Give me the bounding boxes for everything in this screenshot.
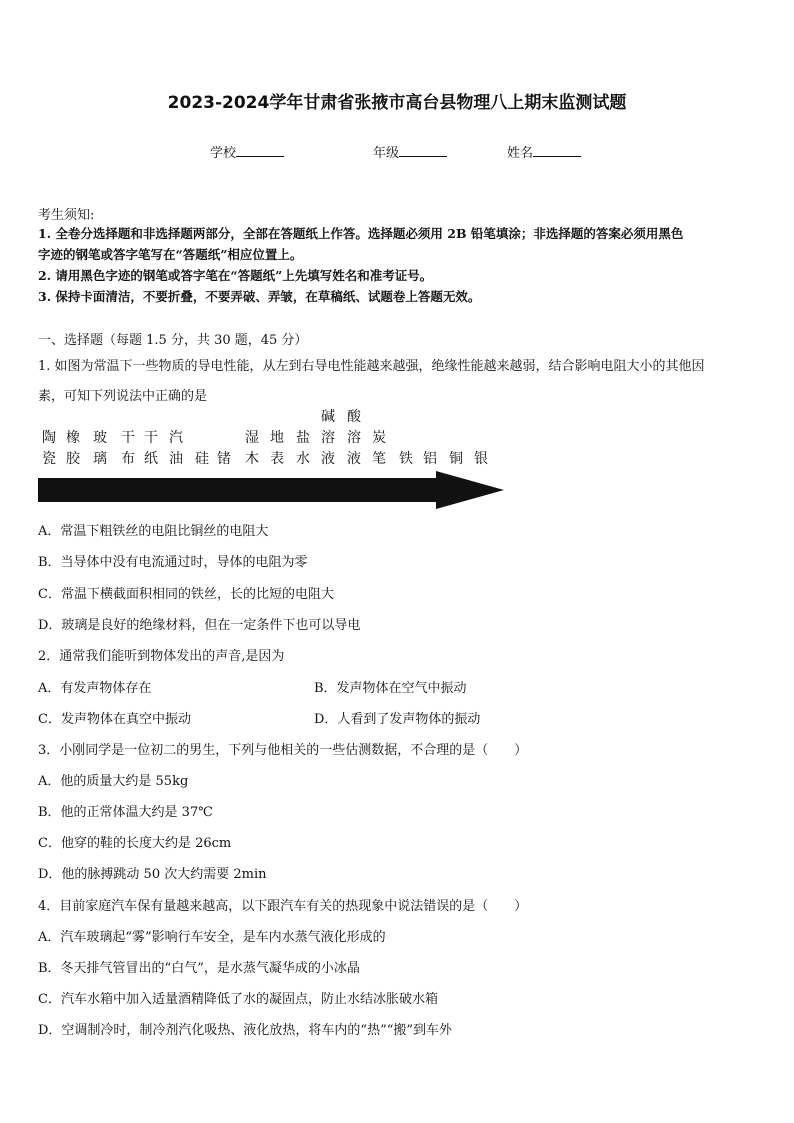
material-label: 酸溶液	[347, 409, 361, 467]
q4-stem: 4．目前家庭汽车保有量越来越高，以下跟汽车有关的热现象中说法错误的是（ ）	[38, 899, 528, 914]
school-blank[interactable]	[236, 144, 284, 157]
material-label: 银	[474, 451, 488, 467]
q1-stem-cont: 素，可知下列说法中正确的是	[38, 389, 208, 404]
q1-option-c[interactable]: C．常温下横截面积相同的铁丝，长的比短的电阻大	[38, 587, 334, 602]
school-field	[210, 142, 284, 161]
material-label: 干布	[121, 430, 135, 467]
notice-rule: 字迹的钢笔或答字笔写在“答题纸”相应位置上。	[38, 247, 303, 262]
material-label: 碱溶液	[321, 409, 335, 467]
notice-rule: 1. 全卷分选择题和非选择题两部分，全部在答题纸上作答。选择题必须用 2B 铅笔填涂；非选择题的答案必须用黑色	[38, 226, 684, 241]
school-label: 学校	[210, 146, 237, 161]
q1-option-d[interactable]: D．玻璃是良好的绝缘材料，但在一定条件下也可以导电	[38, 618, 361, 633]
q4-option-d[interactable]: D．空调制冷时，制冷剂汽化吸热、液化放热，将车内的“热”“搬”到车外	[38, 1023, 453, 1038]
q3-option-a[interactable]: A．他的质量大约是 55kg	[38, 774, 189, 789]
material-label: 橡胶	[66, 430, 80, 467]
q2-option-d[interactable]: D．人看到了发声物体的振动	[314, 712, 481, 727]
material-label: 干纸	[144, 430, 158, 467]
grade-label: 年级	[373, 146, 400, 161]
q3-option-d[interactable]: D．他的脉搏跳动 50 次大约需要 2min	[38, 867, 267, 882]
material-label: 锗	[217, 451, 231, 467]
material-label: 陶瓷	[42, 430, 56, 467]
exam-title: 2023-2024学年甘肃省张掖市高台县物理八上期末监测试题	[167, 93, 627, 113]
q3-option-b[interactable]: B．他的正常体温大约是 37℃	[38, 805, 213, 820]
material-label: 盐水	[296, 430, 310, 467]
q2-option-b[interactable]: B．发声物体在空气中振动	[314, 681, 467, 696]
material-label: 汽油	[169, 430, 183, 467]
q3-option-c[interactable]: C．他穿的鞋的长度大约是 26cm	[38, 836, 232, 851]
q4-option-a[interactable]: A．汽车玻璃起“雾”影响行车安全，是车内水蒸气液化形成的	[38, 930, 386, 945]
q4-option-c[interactable]: C．汽车水箱中加入适量酒精降低了水的凝固点，防止水结冰胀破水箱	[38, 992, 438, 1007]
material-label: 玻璃	[93, 430, 107, 467]
material-label: 铁	[399, 451, 413, 467]
grade-field	[373, 142, 447, 161]
name-label: 姓名	[507, 146, 534, 161]
material-label: 地表	[270, 430, 284, 467]
conductivity-arrow-icon	[38, 471, 508, 511]
name-field	[507, 142, 581, 161]
grade-blank[interactable]	[399, 144, 447, 157]
material-label: 湿木	[245, 430, 259, 467]
notice-heading: 考生须知:	[38, 208, 95, 223]
notice-rule: 2. 请用黑色字迹的钢笔或答字笔在“答题纸”上先填写姓名和准考证号。	[38, 268, 433, 283]
material-label: 铜	[449, 451, 463, 467]
q4-option-b[interactable]: B．冬天排气管冒出的“白气”，是水蒸气凝华成的小冰晶	[38, 961, 360, 976]
material-label: 硅	[195, 451, 209, 467]
q2-option-c[interactable]: C．发声物体在真空中振动	[38, 712, 191, 727]
notice-rule: 3. 保持卡面清洁，不要折叠，不要弄破、弄皱，在草稿纸、试题卷上答题无效。	[38, 289, 481, 304]
material-label: 铝	[423, 451, 437, 467]
q2-stem: 2．通常我们能听到物体发出的声音,是因为	[38, 649, 285, 664]
name-blank[interactable]	[533, 144, 581, 157]
q1-stem: 1. 如图为常温下一些物质的导电性能，从左到右导电性能越来越强，绝缘性能越来越弱，结合影响电阻大小的其他因	[38, 359, 705, 374]
section-heading: 一、选择题（每题 1.5 分，共 30 题，45 分）	[38, 333, 308, 348]
q3-stem: 3．小刚同学是一位初二的男生，下列与他相关的一些估测数据，不合理的是（ ）	[38, 743, 528, 758]
q1-option-b[interactable]: B．当导体中没有电流通过时，导体的电阻为零	[38, 555, 308, 570]
q2-option-a[interactable]: A．有发声物体存在	[38, 681, 152, 696]
q1-option-a[interactable]: A．常温下粗铁丝的电阻比铜丝的电阻大	[38, 524, 269, 539]
material-label: 炭笔	[372, 430, 386, 467]
